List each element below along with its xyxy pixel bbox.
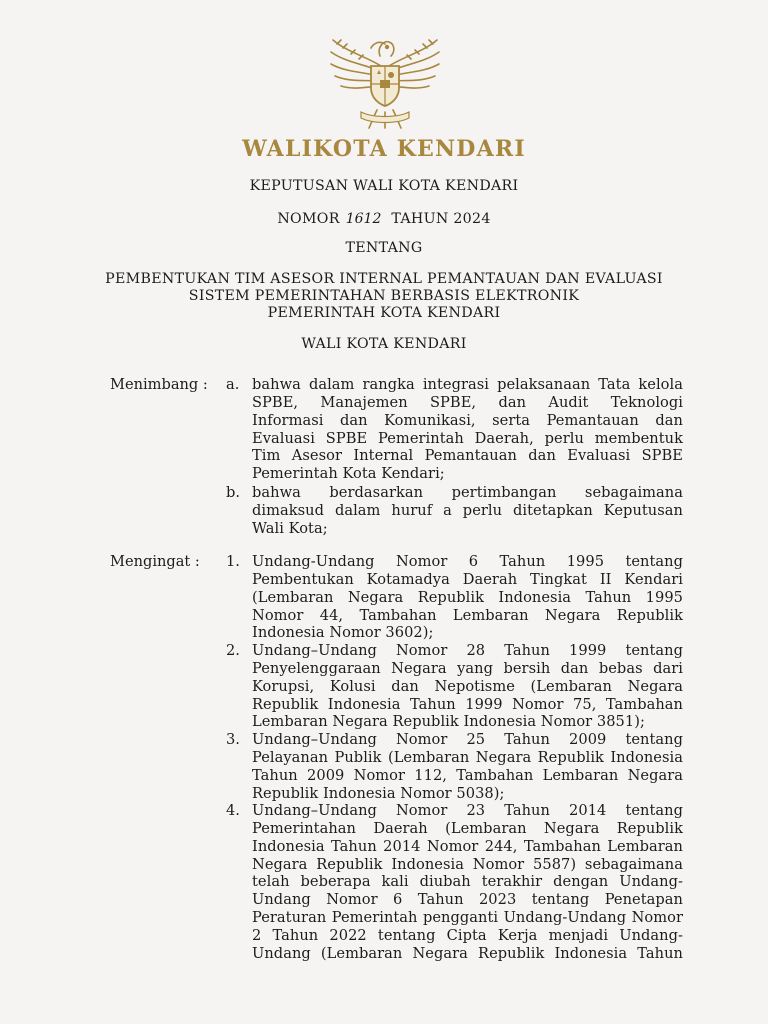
- text-line: Penyelenggaraan Negara yang bersih dan bebas dari: [252, 659, 683, 677]
- text-line: Informasi dan Komunikasi, serta Pemantauan dan: [252, 411, 683, 429]
- text-line: Wali Kota;: [252, 519, 328, 537]
- text-line: Indonesia Tahun 2014 Nomor 244, Tambahan Lembaran: [252, 837, 683, 855]
- text-line: Lembaran Negara Republik Indonesia Nomor 3851);: [252, 713, 645, 731]
- text-line: 2 Tahun 2022 tentang Cipta Kerja menjadi Undang-: [252, 926, 683, 944]
- text-line: Nomor 44, Tambahan Lembaran Negara Republik: [252, 606, 683, 624]
- text-line: Undang Nomor 6 Tahun 2023 tentang Penetapan: [252, 891, 683, 909]
- text-line: Tahun 2009 Nomor 112, Tambahan Lembaran Negara: [252, 766, 683, 784]
- garuda-emblem-icon: [325, 26, 445, 132]
- item-marker: a.: [226, 376, 240, 393]
- text-line: bahwa berdasarkan pertimbangan sebagaimana: [252, 484, 683, 501]
- text-line: bahwa dalam rangka integrasi pelaksanaan Tata kelola: [252, 376, 683, 393]
- mengingat-item-4: [252, 802, 683, 963]
- text-line: telah beberapa kali diubah terakhir dengan Undang-: [252, 873, 683, 891]
- text-line: (Lembaran Negara Republik Indonesia Tahun 1995: [252, 588, 683, 606]
- text-line: Korupsi, Kolusi dan Nepotisme (Lembaran Negara: [252, 677, 683, 695]
- text-line: Republik Indonesia Nomor 5038);: [252, 784, 505, 802]
- mengingat-item-2: [252, 642, 683, 731]
- document-title: WALIKOTA KENDARI: [242, 136, 526, 162]
- text-line: Undang–Undang Nomor 28 Tahun 1999 tentang: [252, 642, 683, 659]
- text-line: Pelayanan Publik (Lembaran Negara Republik Indonesia: [252, 748, 683, 766]
- text-line: Peraturan Pemerintah pengganti Undang-Undang Nomor: [252, 909, 683, 927]
- issuer-heading: WALI KOTA KENDARI: [301, 336, 467, 352]
- mengingat-label: Mengingat :: [110, 553, 200, 570]
- text-line: SPBE, Manajemen SPBE, dan Audit Teknologi: [252, 393, 683, 411]
- text-line: Indonesia Nomor 3602);: [252, 624, 434, 642]
- handwritten-number: 1612: [345, 211, 382, 227]
- text-line: Pembentukan Kotamadya Daerah Tingkat II Kendari: [252, 570, 683, 588]
- subject-line-3: PEMERINTAH KOTA KENDARI: [267, 305, 501, 321]
- subject-line-2: SISTEM PEMERINTAHAN BERBASIS ELEKTRONIK: [188, 288, 580, 304]
- text-line: dimaksud dalam huruf a perlu ditetapkan Keputusan: [252, 501, 683, 519]
- text-line: Undang–Undang Nomor 23 Tahun 2014 tentang: [252, 802, 683, 819]
- decision-heading: KEPUTUSAN WALI KOTA KENDARI: [249, 178, 519, 194]
- text-line: Republik Indonesia Tahun 1999 Nomor 75, Tambahan: [252, 695, 683, 713]
- text-line: Undang–Undang Nomor 25 Tahun 2009 tentang: [252, 731, 683, 748]
- item-marker: 1.: [226, 553, 240, 570]
- text-line: Evaluasi SPBE Pemerintah Daerah, perlu membentuk: [252, 429, 683, 447]
- text-line: Negara Republik Indonesia Nomor 5587) sebagaimana: [252, 855, 683, 873]
- text-line: Undang-Undang Nomor 6 Tahun 1995 tentang: [252, 553, 683, 570]
- about-heading: TENTANG: [345, 240, 423, 256]
- subject-line-1: PEMBENTUKAN TIM ASESOR INTERNAL PEMANTAUAN DAN EVALUASI: [105, 271, 663, 287]
- mengingat-item-1: [252, 553, 683, 642]
- text-line: Undang (Lembaran Negara Republik Indonesia Tahun: [252, 944, 683, 962]
- menimbang-item-a: [252, 376, 683, 483]
- mengingat-item-3: [252, 731, 683, 802]
- text-line: Tim Asesor Internal Pemantauan dan Evaluasi SPBE: [252, 447, 683, 465]
- number-year: TAHUN 2024: [391, 211, 491, 227]
- item-marker: b.: [226, 484, 240, 501]
- decision-number: [0, 211, 768, 228]
- text-line: Pemerintahan Daerah (Lembaran Negara Republik: [252, 819, 683, 837]
- item-marker: 3.: [226, 731, 240, 748]
- menimbang-label: Menimbang :: [110, 376, 208, 393]
- item-marker: 2.: [226, 642, 240, 659]
- menimbang-item-b: [252, 484, 683, 538]
- number-prefix: NOMOR: [277, 211, 340, 227]
- text-line: Pemerintah Kota Kendari;: [252, 465, 445, 483]
- item-marker: 4.: [226, 802, 240, 819]
